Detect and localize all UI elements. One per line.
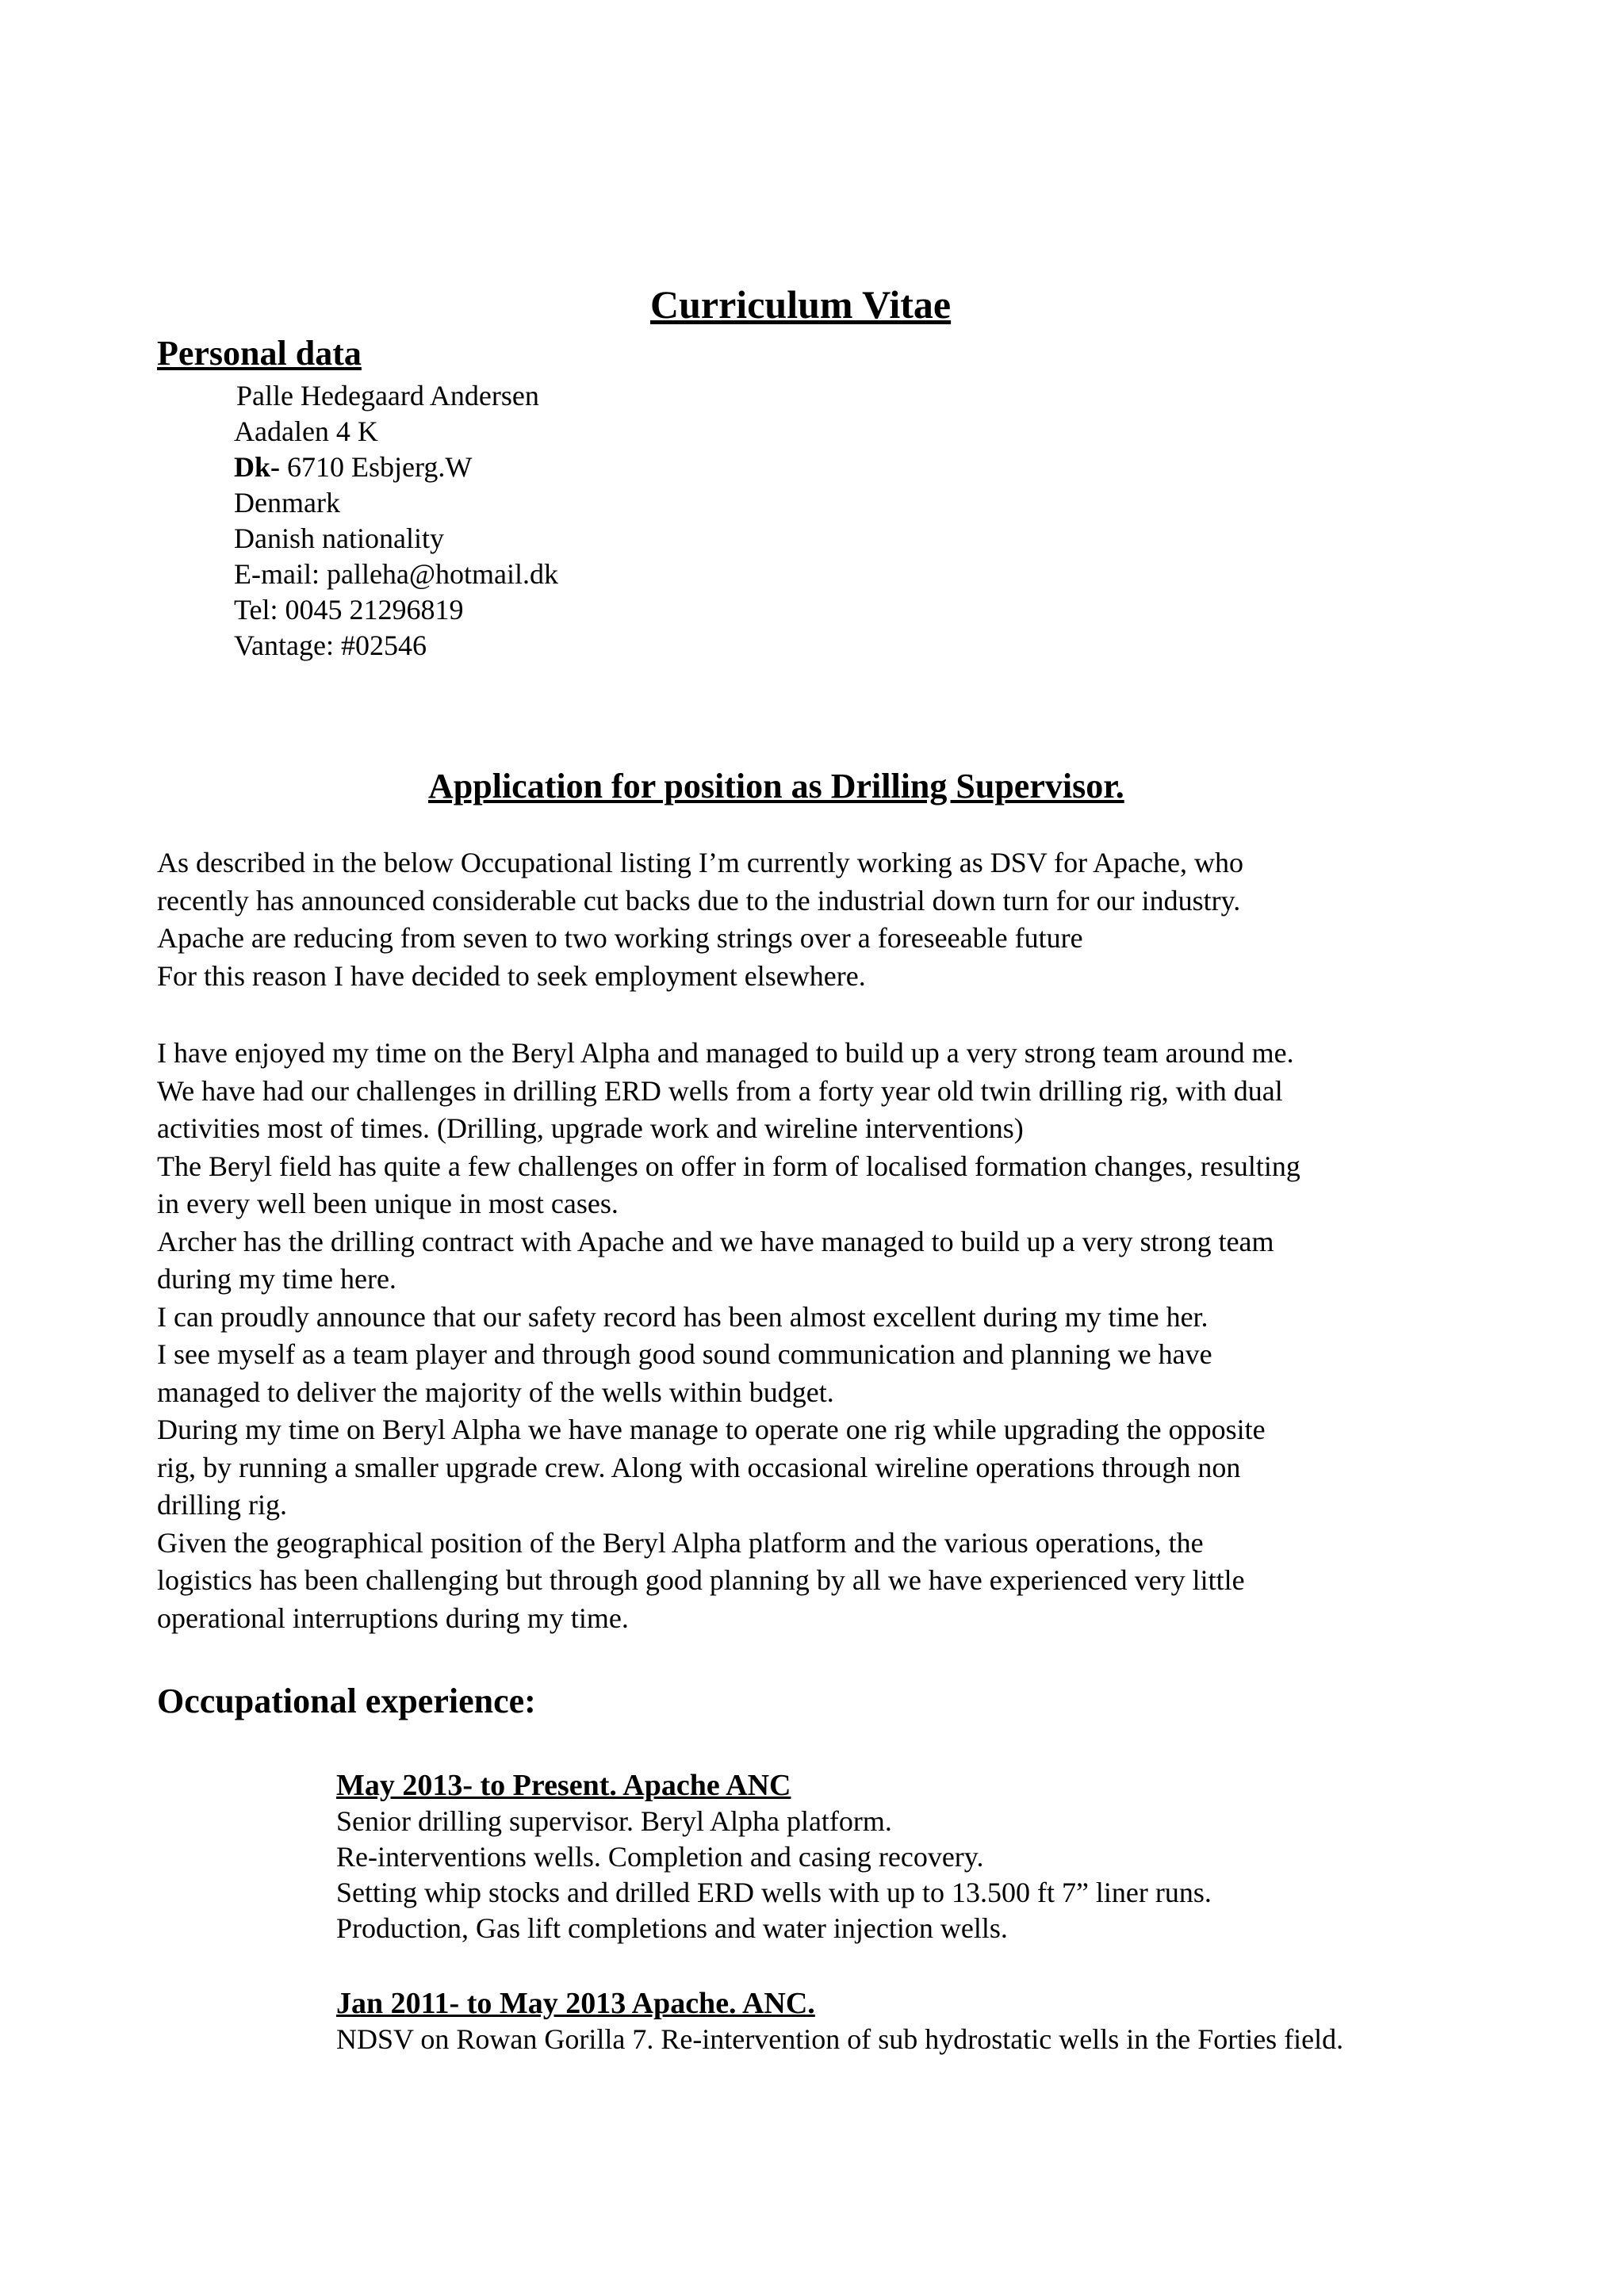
paragraph-line: I have enjoyed my time on the Beryl Alpha and managed to build up a very strong team around me. bbox=[157, 1037, 1294, 1069]
application-title: Application for position as Drilling Supervisor. bbox=[428, 767, 1124, 806]
job-title: May 2013- to Present. Apache ANC bbox=[336, 1769, 791, 1802]
paragraph-line: during my time here. bbox=[157, 1263, 396, 1295]
paragraph-line: logistics has been challenging but through good planning by all we have experienced very little bbox=[157, 1564, 1245, 1596]
paragraph-line: Apache are reducing from seven to two working strings over a foreseeable future bbox=[157, 922, 1083, 954]
country: Denmark bbox=[234, 487, 340, 519]
telephone-line: Tel: 0045 21296819 bbox=[234, 594, 464, 626]
job-detail-line: Setting whip stocks and drilled ERD wells with up to 13.500 ft 7” liner runs. bbox=[336, 1877, 1212, 1908]
person-name: Palle Hedegaard Andersen bbox=[236, 380, 539, 411]
vantage-line: Vantage: #02546 bbox=[234, 629, 427, 661]
country-code-prefix: Dk- bbox=[234, 451, 281, 483]
personal-data-block bbox=[234, 378, 558, 664]
email-line: E-mail: palleha@hotmail.dk bbox=[234, 558, 559, 590]
job-detail-line: Re-interventions wells. Completion and casing recovery. bbox=[336, 1841, 984, 1873]
paragraph-line: For this reason I have decided to seek employment elsewhere. bbox=[157, 959, 866, 992]
paragraph-line: recently has announced considerable cut backs due to the industrial down turn for our industry. bbox=[157, 884, 1241, 916]
postcode-city: 6710 Esbjerg.W bbox=[280, 451, 473, 483]
job-entry bbox=[336, 1768, 1212, 1946]
paragraph-experience-summary bbox=[157, 1035, 1473, 1637]
paragraph-line: drilling rig. bbox=[157, 1489, 287, 1521]
postcode-city-line bbox=[234, 450, 558, 485]
document-title: Curriculum Vitae bbox=[650, 282, 952, 327]
paragraph-line: I see myself as a team player and through good sound communication and planning we have bbox=[157, 1338, 1212, 1370]
paragraph-line: in every well been unique in most cases. bbox=[157, 1188, 619, 1219]
job-detail-line: Production, Gas lift completions and water injection wells. bbox=[336, 1912, 1008, 1944]
paragraph-line: Given the geographical position of the Beryl Alpha platform and the various operations, the bbox=[157, 1526, 1204, 1559]
nationality: Danish nationality bbox=[234, 522, 444, 554]
street-address: Aadalen 4 K bbox=[234, 415, 378, 447]
paragraph-line: I can proudly announce that our safety record has been almost excellent during my time her. bbox=[157, 1300, 1208, 1333]
paragraph-line: During my time on Beryl Alpha we have manage to operate one rig while upgrading the opposite bbox=[157, 1414, 1266, 1445]
job-title: Jan 2011- to May 2013 Apache. ANC. bbox=[336, 1987, 815, 2020]
paragraph-line: The Beryl field has quite a few challenges on offer in form of localised formation changes, resulting bbox=[157, 1150, 1300, 1182]
job-detail-line: Senior drilling supervisor. Beryl Alpha platform. bbox=[336, 1805, 892, 1837]
personal-data-heading: Personal data bbox=[157, 334, 362, 373]
paragraph-intro bbox=[157, 844, 1473, 995]
occupational-experience-heading: Occupational experience: bbox=[157, 1682, 536, 1720]
paragraph-line: rig, by running a smaller upgrade crew. Along with occasional wireline operations through non bbox=[157, 1451, 1241, 1483]
job-detail-line: NDSV on Rowan Gorilla 7. Re-intervention of sub hydrostatic wells in the Forties field. bbox=[336, 2023, 1344, 2055]
paragraph-line: managed to deliver the majority of the wells within budget. bbox=[157, 1376, 834, 1408]
paragraph-line: activities most of times. (Drilling, upgrade work and wireline interventions) bbox=[157, 1112, 1024, 1144]
paragraph-line: As described in the below Occupational listing I’m currently working as DSV for Apache, who bbox=[157, 847, 1244, 878]
job-entry bbox=[336, 1986, 1343, 2057]
paragraph-line: operational interruptions during my time. bbox=[157, 1601, 629, 1634]
paragraph-line: Archer has the drilling contract with Apache and we have managed to build up a very strong team bbox=[157, 1225, 1274, 1257]
paragraph-line: We have had our challenges in drilling ERD wells from a forty year old twin drilling rig, with dual bbox=[157, 1074, 1283, 1107]
